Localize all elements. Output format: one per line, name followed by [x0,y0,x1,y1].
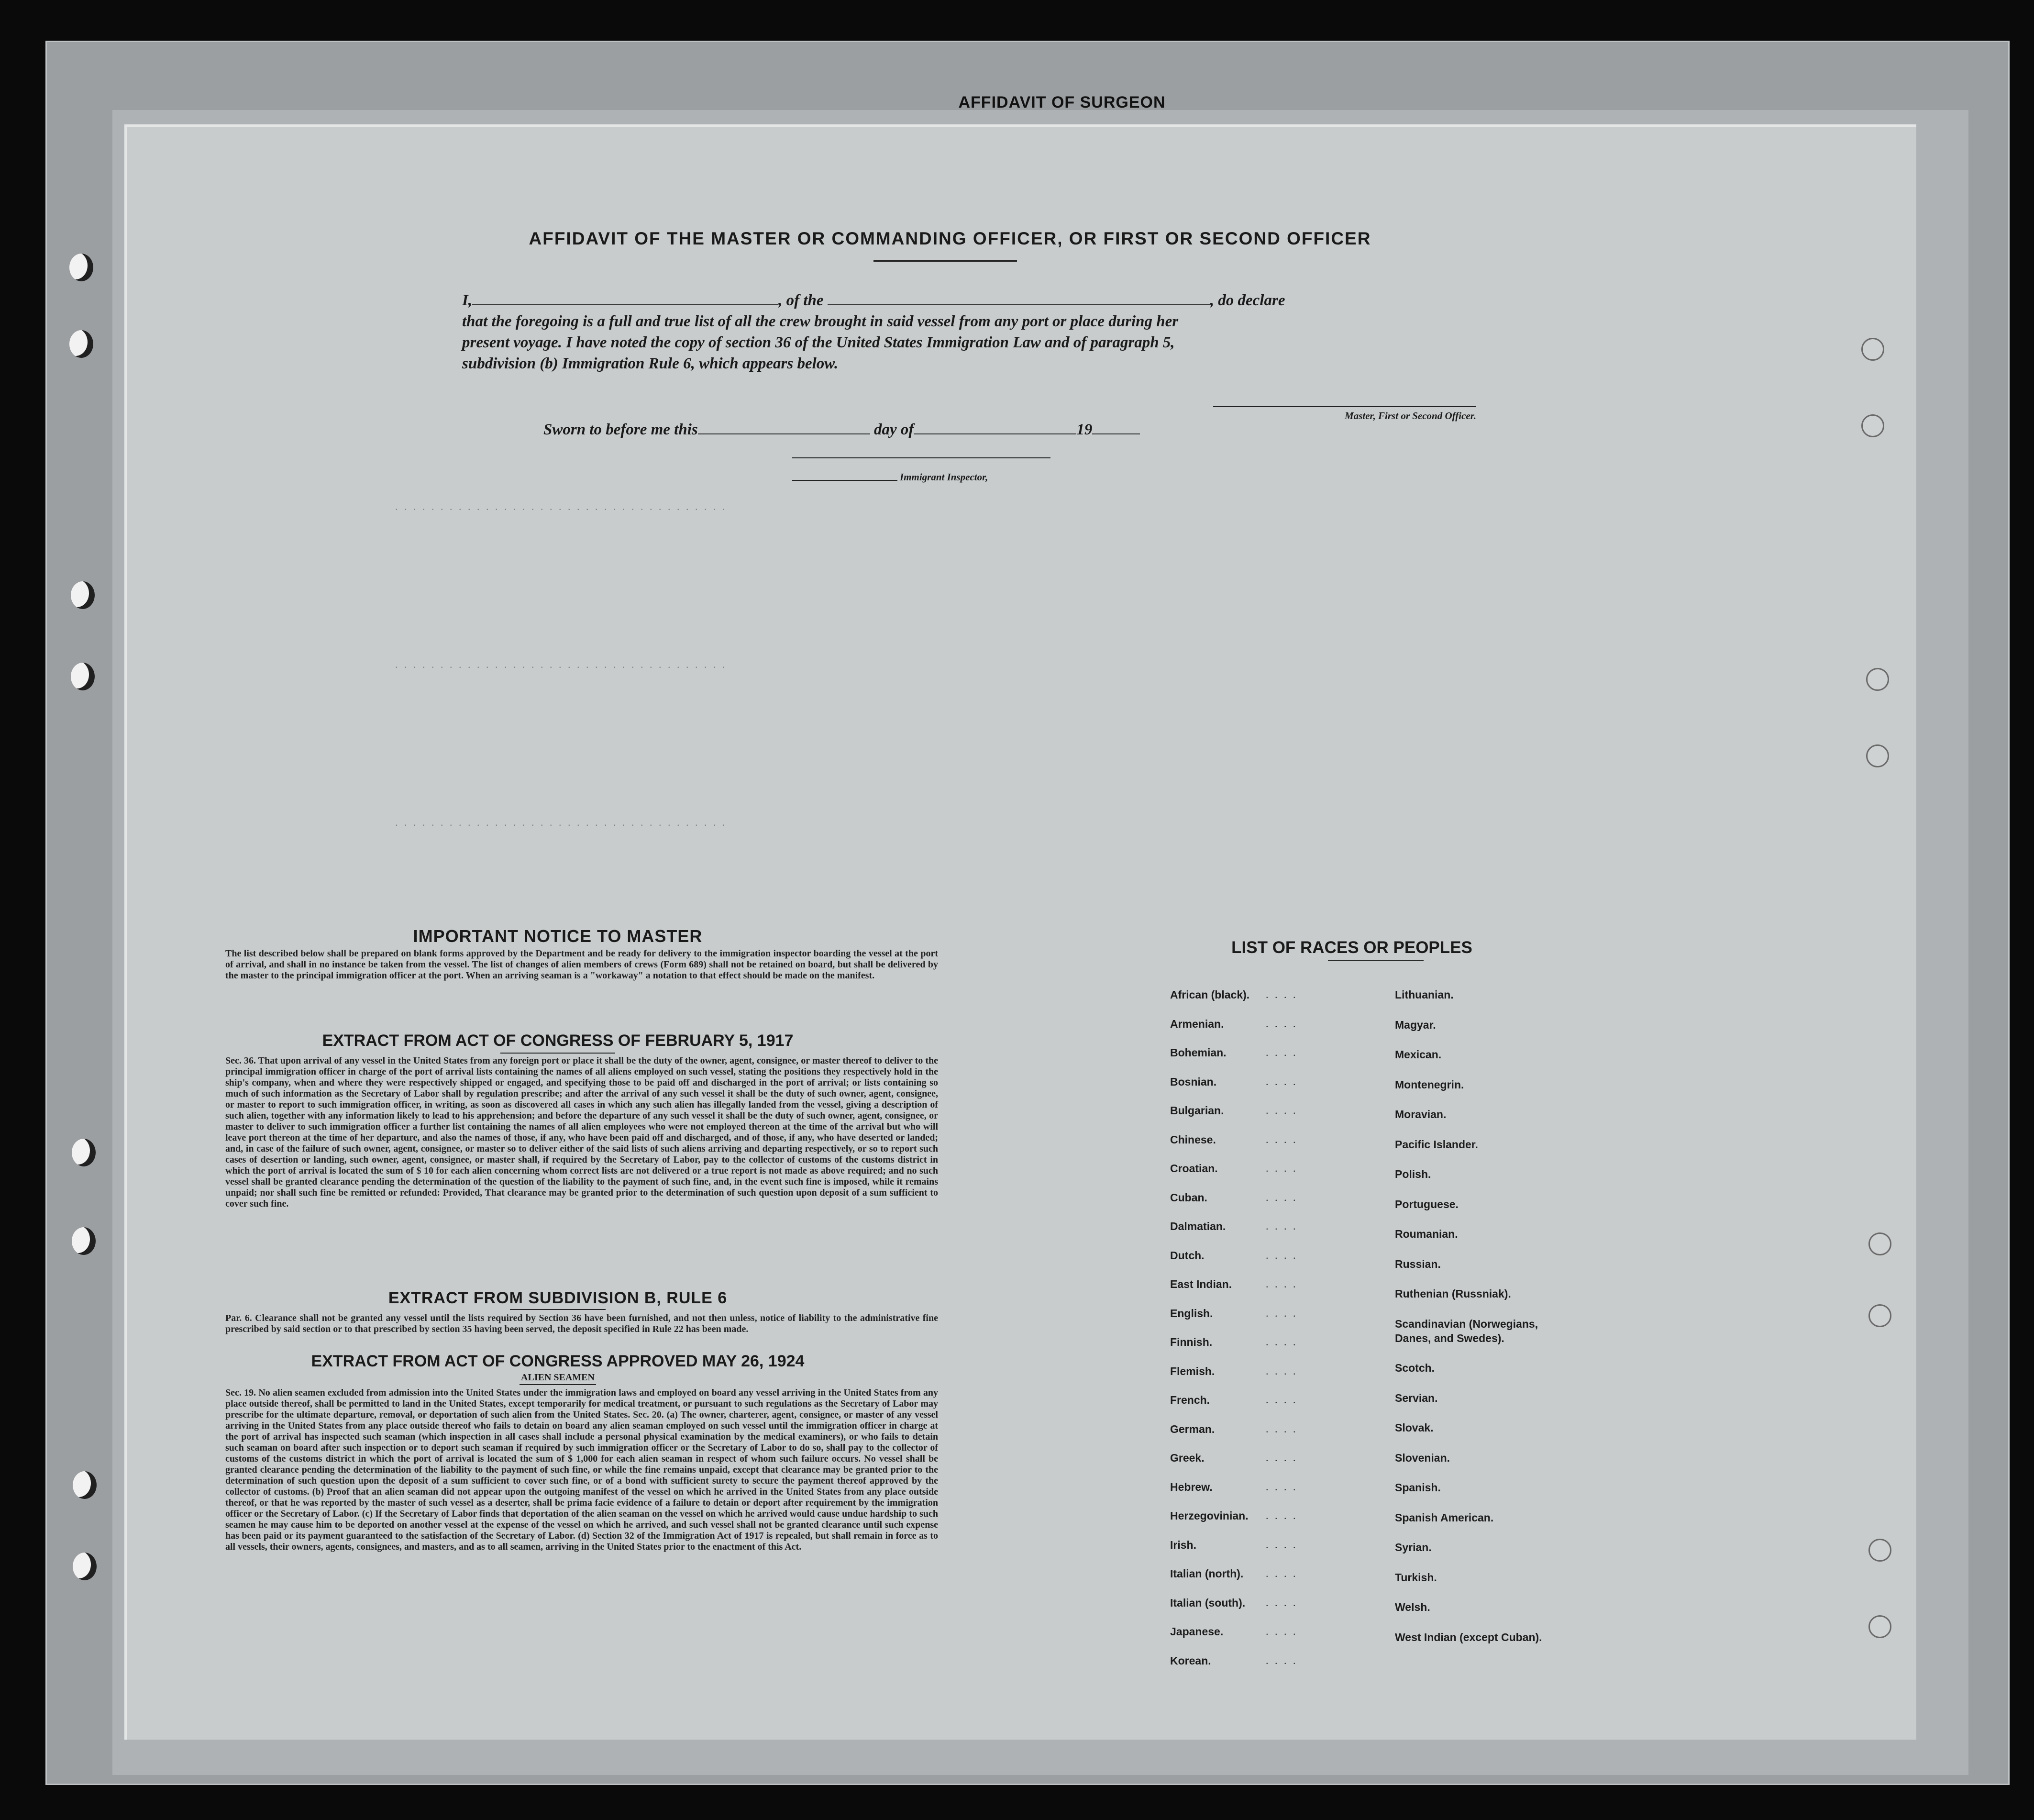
sworn-year-blank[interactable] [1092,422,1140,434]
race-item: Spanish. [1395,1481,1441,1494]
race-item: Bulgarian. [1170,1104,1224,1117]
declaration-of-the: , of the [778,292,824,309]
binder-hole [1868,1304,1891,1327]
race-item: Magyar. [1395,1018,1436,1031]
race-item: Montenegrin. [1395,1078,1464,1091]
races-title: LIST OF RACES OR PEOPLES [1231,938,1472,957]
leader-dots: . . . . [1266,1017,1298,1030]
master-signature-line [1213,406,1476,407]
inspector-label: Immigrant Inspector, [900,471,988,483]
race-item: Bosnian. [1170,1075,1217,1088]
sworn-line [543,419,1213,440]
leader-dots: . . . . [1266,1278,1298,1290]
race-item: Greek. [1170,1452,1205,1464]
leader-dots: . . . . [1266,1422,1298,1435]
race-item: Bohemian. [1170,1046,1227,1059]
race-item: East Indian. [1170,1278,1232,1290]
race-item: Lithuanian. [1395,988,1454,1001]
declaration-block [462,290,1524,374]
race-item: Chinese. [1170,1133,1216,1146]
sworn-month-blank[interactable] [914,422,1076,434]
binder-hole [1868,1232,1891,1255]
binder-hole [73,1471,97,1499]
extract-rule6-title: EXTRACT FROM SUBDIVISION B, RULE 6 [388,1289,728,1307]
declaration-do-declare: , do declare [1210,292,1285,309]
race-item: Flemish. [1170,1365,1215,1377]
race-item: Irish. [1170,1538,1196,1551]
race-item: Turkish. [1395,1571,1437,1584]
affidavit-title: AFFIDAVIT OF THE MASTER OR COMMANDING OFFICER, OR FIRST OR SECOND OFFICER [529,229,1371,248]
race-item: Syrian. [1395,1541,1432,1554]
leader-dots: . . . . [1266,1075,1298,1088]
race-item: Italian (south). [1170,1596,1246,1609]
inspector-lead-line [792,480,897,481]
ghost-dots: . . . . . . . . . . . . . . . . . . . . . . . . . . . . . . . . . . . . . [395,816,727,828]
extract-1917-title: EXTRACT FROM ACT OF CONGRESS OF FEBRUARY 5, 1917 [322,1032,794,1050]
notice-title: IMPORTANT NOTICE TO MASTER [413,926,703,946]
binder-hole [1868,1615,1891,1638]
leader-dots: . . . . [1266,1133,1298,1145]
leader-dots: . . . . [1266,1220,1298,1232]
leader-dots: . . . . [1266,988,1298,1000]
binder-hole [71,581,95,609]
declaration-i: I, [462,292,473,309]
binder-hole [72,1139,96,1166]
race-item: Scandinavian (Norwegians, [1395,1317,1538,1330]
race-item: Slovak. [1395,1421,1434,1434]
race-item: Roumanian. [1395,1228,1458,1240]
binder-hole [1861,338,1884,361]
race-item: Mexican. [1395,1048,1442,1061]
race-item: Cuban. [1170,1191,1207,1204]
extract-1924-title: EXTRACT FROM ACT OF CONGRESS APPROVED MAY 26, 1924 [311,1352,805,1370]
declaration-line-2: that the foregoing is a full and true list of all the crew brought in said vessel from any port or place during her [462,313,1179,330]
binder-hole [71,663,95,690]
title-rule [873,260,1017,262]
extract-1924-subtitle: ALIEN SEAMEN [521,1372,595,1383]
leader-dots: . . . . [1266,1480,1298,1493]
binder-hole [69,254,93,281]
extract-1917-body: Sec. 36. That upon arrival of any vessel in the United States from any foreign port or place it shall be the duty of the owner, agent, consignee, or master thereof to deliver to the principal immigration officer in charge of the port of arrival lists containing the names of all aliens employed on such vessel, stating the positions they respectively hold in the ship's company, when and where they were respectively shipped or engaged, and specifying those to be paid off and discharged in the port of arrival; or lists containing so much of such information as the Secretary of Labor shall by regulation prescribe; and after the arrival of any such vessel it shall be the duty of such owner, agent, consignee, or master to report to such immigration officer, in writing, as soon as discovered all cases in which any such alien has illegally landed from the vessel, giving a description of such alien, together with any information likely to lead to his apprehension; and before the departure of any such vessel it shall be the duty of such owner, agent, consignee, or master to deliver to such immigration officer a further list containing the names of all alien employees who were not employed thereon at the time of the arrival but who will leave port thereon at the time of her departure, and also the names of those, if any, who have been paid off and discharged, and of those, if any, who have deserted or landed; and, in case of the failure of such owner, agent, consignee, or master so to deliver either of the said lists of such aliens arriving and departing respectively, or so to report such cases of desertion or landing, such owner, agent, consignee, or master shall, if required by the Secretary of Labor, pay to the collector of customs of the customs district in which the port of arrival is located the sum of $ 10 for each alien concerning whom correct lists are not delivered or a true report is not made as above required; and no such vessel shall be granted clearance pending the determination of the question of the liability to the payment of such fine, and, in the event such fine is imposed, while it remains unpaid; nor shall such fine be remitted or refunded: Provided, That clearance may be granted prior to the determination of such question upon deposit of a sum sufficient to cover such fine. [225,1055,938,1209]
leader-dots: . . . . [1266,1365,1298,1377]
leader-dots: . . . . [1266,1452,1298,1464]
race-item: Slovenian. [1395,1451,1450,1464]
race-item: African (black). [1170,988,1250,1001]
day-of-text: day of [873,421,914,438]
declaration-line-4: subdivision (b) Immigration Rule 6, which appears below. [462,355,839,372]
affidavit-page [124,124,1916,1740]
vessel-blank[interactable] [828,293,1210,305]
race-item: Portuguese. [1395,1198,1459,1210]
leader-dots: . . . . [1266,1596,1298,1609]
race-item: Scotch. [1395,1362,1435,1374]
name-blank[interactable] [472,293,778,305]
race-item: Croatian. [1170,1162,1218,1175]
binder-hole [72,1227,96,1255]
leader-dots: . . . . [1266,1336,1298,1348]
binder-hole [1861,414,1884,437]
extract-rule6-rule [510,1309,606,1310]
leader-dots: . . . . [1266,1567,1298,1579]
race-item: Hebrew. [1170,1480,1213,1493]
leader-dots: . . . . [1266,1162,1298,1174]
leader-dots: . . . . [1266,1046,1298,1058]
race-item: Danes, and Swedes). [1395,1332,1504,1344]
leader-dots: . . . . [1266,1104,1298,1116]
leader-dots: . . . . [1266,1654,1298,1666]
race-item: Armenian. [1170,1017,1224,1030]
race-item: Moravian. [1395,1108,1447,1121]
race-item: Polish. [1395,1168,1431,1180]
race-item: Dutch. [1170,1249,1205,1262]
leader-dots: . . . . [1266,1509,1298,1521]
race-item: Korean. [1170,1654,1211,1667]
year-prefix: 19 [1076,421,1093,438]
notice-body: The list described below shall be prepared on blank forms approved by the Department and be ready for delivery to the immigration inspector boarding the vessel at the port of arrival, and shall in no instance be taken from the vessel. The list of changes of alien members of crews (Form 689) shall not be retained on board, but shall be delivered by the master to the principal immigration officer at the port. When an arriving seaman is a "workaway" a notation to that effect should be made on the manifest. [225,948,938,981]
race-item: Spanish American. [1395,1511,1494,1524]
declaration-line-3: present voyage. I have noted the copy of section 36 of the United States Immigration Law and of paragraph 5, [462,334,1175,351]
race-item: Herzegovinian. [1170,1509,1249,1522]
extract-1924-rule [520,1384,596,1385]
sworn-text: Sworn to before me this [543,421,698,438]
race-item: Ruthenian (Russniak). [1395,1287,1511,1300]
race-item: West Indian (except Cuban). [1395,1631,1542,1643]
leader-dots: . . . . [1266,1307,1298,1319]
binder-hole [1866,744,1889,767]
surgeon-affidavit-header: AFFIDAVIT OF SURGEON [958,93,1166,111]
race-item: Dalmatian. [1170,1220,1226,1232]
extract-rule6-body: Par. 6. Clearance shall not be granted any vessel until the lists required by Section 36 have been furnished, and not then unless, notice of liability to the administrative fine prescribed by said section or to that prescribed by section 35 having been served, the deposit specified in Rule 22 has been made. [225,1313,938,1334]
race-item: Japanese. [1170,1625,1224,1638]
leader-dots: . . . . [1266,1191,1298,1203]
race-item: German. [1170,1422,1215,1435]
race-item: Welsh. [1395,1601,1430,1613]
leader-dots: . . . . [1266,1394,1298,1406]
binder-hole [1868,1539,1891,1562]
ghost-dots: . . . . . . . . . . . . . . . . . . . . . . . . . . . . . . . . . . . . . [395,658,727,670]
master-signature-label: Master, First or Second Officer. [1345,410,1476,422]
binder-hole [69,330,93,358]
race-item: French. [1170,1394,1210,1406]
leader-dots: . . . . [1266,1625,1298,1637]
ghost-dots: . . . . . . . . . . . . . . . . . . . . . . . . . . . . . . . . . . . . . [395,500,727,512]
race-item: Italian (north). [1170,1567,1244,1580]
race-item: Servian. [1395,1391,1438,1404]
races-rule [1328,960,1424,961]
binder-hole [1866,668,1889,691]
extract-1917-rule [500,1053,615,1054]
sworn-day-blank[interactable] [698,422,870,434]
race-item: Finnish. [1170,1336,1213,1348]
leader-dots: . . . . [1266,1538,1298,1551]
extract-1924-body: Sec. 19. No alien seamen excluded from admission into the United States under the immigration laws and employed on board any vessel arriving in the United States from any place outside thereof, shall be permitted to land in the United States, except temporarily for medical treatment, or pursuant to such regulations as the Secretary of Labor may prescribe for the ultimate departure, removal, or deportation of such alien from the United States. Sec. 20. (a) The owner, charterer, agent, consignee, or master of any vessel arriving in the United States from any place outside thereof who fails to detain on board any alien seaman employed on such vessel until the immigration officer in charge at the port of arrival has inspected such seaman (which inspection in all cases shall include a personal physical examination by the medical examiners), or who fails to detain such seaman on board after such inspection or to deport such seaman if required by such immigration officer or the Secretary of Labor to do so, shall pay to the collector of customs of the customs district in which the port of arrival is located the sum of $ 1,000 for each alien seaman in respect of whom such failure occurs. No vessel shall be granted clearance pending the determination of the liability to the payment of such fine, or while the fine remains unpaid, except that clearance may be granted prior to the determination of such question upon the deposit of a sum sufficient to cover such fine, or of a bond with sufficient surety to secure the payment thereof approved by the collector of customs. (b) Proof that an alien seaman did not appear upon the outgoing manifest of the vessel on which he arrived in the United States from any place outside thereof, or that he was reported by the master of such vessel as a deserter, shall be prima facie evidence of a failure to detain or deport after requirement by the immigration officer or the Secretary of Labor. (c) If the Secretary of Labor finds that deportation of the alien seaman on the vessel on which he arrived would cause undue hardship to such seamen he may cause him to be deported on another vessel at the expense of the vessel on which he arrived, and such vessel shall not be granted clearance until such expense has been paid or its payment guaranteed to the satisfaction of the Secretary of Labor. (d) Section 32 of the Immigration Act of 1917 is repealed, but shall remain in force as to all vessels, their owners, agents, consignees, and masters, and as to all seamen, arriving in the United States prior to the enactment of this Act. [225,1387,938,1552]
race-item: Pacific Islander. [1395,1138,1478,1151]
leader-dots: . . . . [1266,1249,1298,1261]
binder-hole [73,1553,97,1580]
declaration-line-1 [462,290,1524,311]
race-item: English. [1170,1307,1213,1320]
race-item: Russian. [1395,1257,1441,1270]
inspector-signature-line [792,457,1050,458]
